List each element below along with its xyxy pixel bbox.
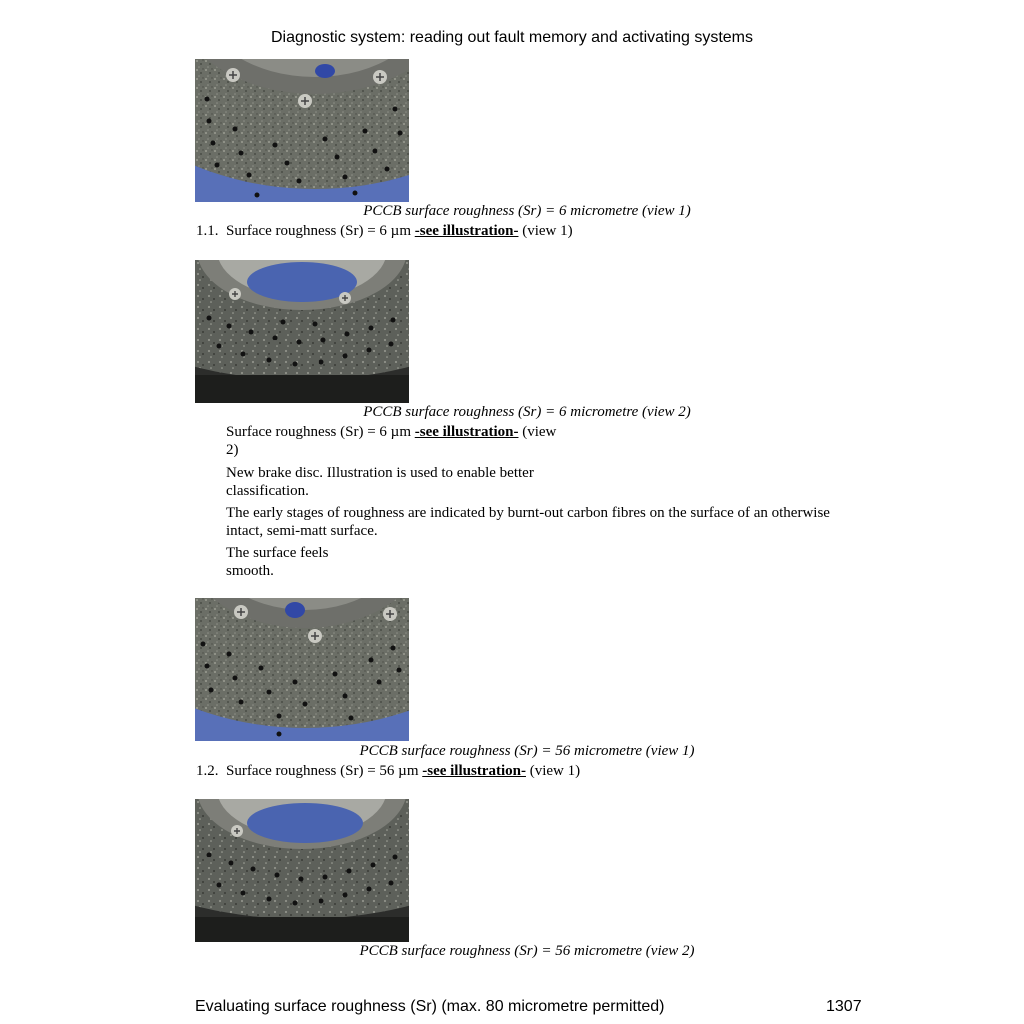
page-header-title: Diagnostic system: reading out fault memory and activating systems (271, 29, 753, 46)
figure-caption: PCCB surface roughness (Sr) = 6 micrometre (view 2) (363, 404, 691, 420)
item-text: Surface roughness (Sr) = 6 µm (226, 424, 411, 440)
paragraph-line: New brake disc. Illustration is used to enable better (226, 465, 534, 481)
paragraph-surface-feels (226, 544, 328, 580)
item-text-suffix: (view (522, 424, 557, 440)
paragraph-new-brake-disc (226, 464, 534, 500)
paragraph-line: smooth. (226, 563, 274, 579)
see-illustration-link[interactable]: -see illustration- (422, 763, 526, 779)
item-text-suffix: (view 1) (529, 763, 581, 779)
figure-caption: PCCB surface roughness (Sr) = 6 micrometre (view 1) (363, 203, 691, 219)
item-text-suffix: (view 1) (522, 223, 573, 239)
brake-disc-photo-6um-view1 (195, 59, 409, 202)
paragraph-early-stages (226, 504, 830, 540)
figure-caption: PCCB surface roughness (Sr) = 56 micrometre (view 1) (359, 743, 695, 759)
paragraph-line: classification. (226, 483, 309, 499)
footer-title: Evaluating surface roughness (Sr) (max. 80 micrometre permitted) (195, 998, 665, 1015)
brake-disc-photo-6um-view2 (195, 260, 409, 403)
paragraph-line: The early stages of roughness are indicated by burnt-out carbon fibres on the surface of an otherwise (226, 505, 830, 521)
see-illustration-link[interactable]: -see illustration- (414, 223, 519, 239)
item-number: 1.2. (196, 763, 219, 779)
brake-disc-photo-56um-view1 (195, 598, 409, 741)
brake-disc-photo-56um-view2 (195, 799, 409, 942)
item-number: 1.1. (196, 223, 219, 239)
see-illustration-link[interactable]: -see illustration- (414, 424, 519, 440)
paragraph-line: intact, semi-matt surface. (226, 523, 378, 539)
view2-description-wrap: 2) (226, 442, 239, 458)
item-text: Surface roughness (Sr) = 6 µm (226, 223, 411, 239)
view2-description-line (226, 424, 556, 441)
page-number: 1307 (826, 998, 862, 1015)
paragraph-line: The surface feels (226, 545, 329, 561)
figure-caption: PCCB surface roughness (Sr) = 56 micrometre (view 2) (359, 943, 695, 959)
item-text: Surface roughness (Sr) = 56 µm (226, 763, 419, 779)
